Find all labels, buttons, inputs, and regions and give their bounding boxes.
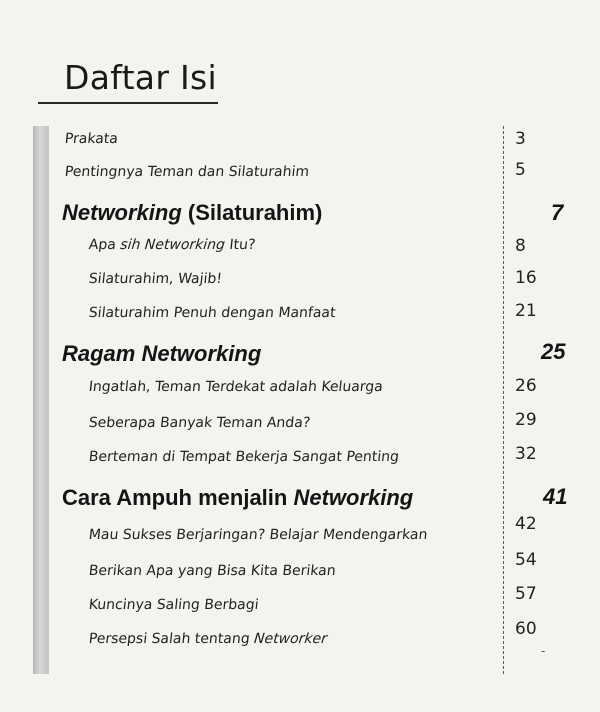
toc-entry-label: Pentingnya Teman dan Silaturahim xyxy=(64,164,310,180)
toc-entry-label: Apa sih Networking Itu? xyxy=(88,237,257,253)
toc-entry-page: 21 xyxy=(515,301,537,321)
toc-entry-label: Silaturahim Penuh dengan Manfaat xyxy=(88,305,337,321)
toc-entry-page: 60 xyxy=(515,619,537,639)
toc-entry-page: 29 xyxy=(515,410,537,430)
toc-section-page: 25 xyxy=(541,339,566,364)
toc-section-title: Ragam Networking xyxy=(62,341,262,366)
toc-entry-label: Mau Sukses Berjaringan? Belajar Mendengarkan xyxy=(88,527,429,543)
toc-entry-label: Silaturahim, Wajib! xyxy=(88,271,223,287)
toc-entry-page: 8 xyxy=(515,236,526,256)
toc-entry-label: Berteman di Tempat Bekerja Sangat Penting xyxy=(88,449,400,465)
toc-entry-page: 32 xyxy=(515,444,537,464)
toc-entry-page: 16 xyxy=(515,268,537,288)
toc-entry-label: Persepsi Salah tentang Networker xyxy=(88,631,328,647)
page-title: Daftar Isi xyxy=(64,58,217,97)
toc-entry-label: Prakata xyxy=(64,131,119,147)
toc-entry-label: Seberapa Banyak Teman Anda? xyxy=(88,415,312,431)
toc-section-page: 7 xyxy=(551,200,564,225)
toc-entry-label: Kuncinya Saling Berbagi xyxy=(88,597,260,613)
toc-entry-page: 26 xyxy=(515,376,537,396)
toc-section-page: 41 xyxy=(543,484,568,509)
toc-entry-label: Ingatlah, Teman Terdekat adalah Keluarga xyxy=(88,379,384,395)
continuation-mark: - xyxy=(541,644,546,658)
toc-entry-page: 54 xyxy=(515,550,537,570)
decorative-side-bar xyxy=(33,126,49,674)
toc-section-title: Cara Ampuh menjalin Networking xyxy=(62,485,414,510)
toc-entry-page: 57 xyxy=(515,584,537,604)
toc-section-title: Networking (Silaturahim) xyxy=(62,200,323,225)
toc-entry-label: Berikan Apa yang Bisa Kita Berikan xyxy=(88,563,337,579)
toc-entry-page: 5 xyxy=(515,160,526,180)
title-underline xyxy=(38,102,218,104)
toc-entry-page: 42 xyxy=(515,514,537,534)
page-number-divider xyxy=(503,126,504,674)
toc-entry-page: 3 xyxy=(515,129,526,149)
